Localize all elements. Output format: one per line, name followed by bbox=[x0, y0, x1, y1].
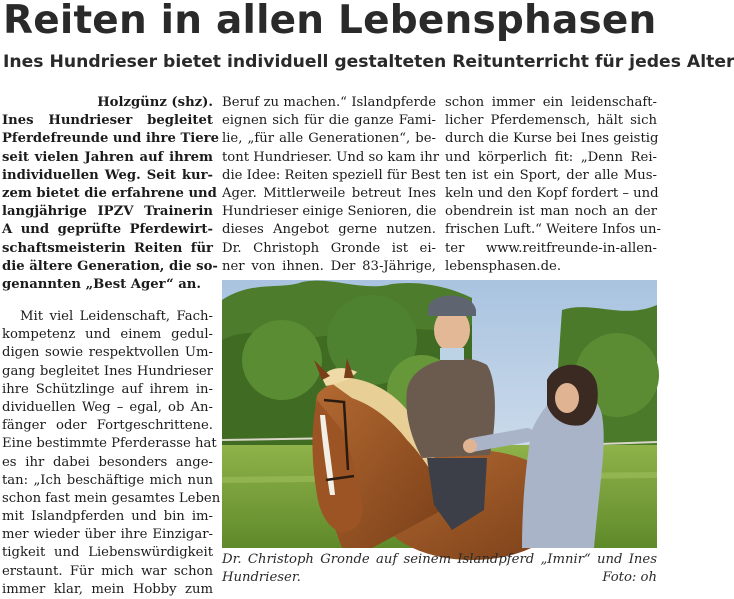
body-line: mit Islandpferden und bin im- bbox=[2, 509, 213, 525]
body-line: Ager. Mittlerweile betreut Ines bbox=[222, 185, 436, 201]
lead-line: die ältere Generation, die so- bbox=[2, 258, 218, 274]
body-line: tont Hundrieser. Und so kam ihr bbox=[222, 149, 439, 165]
photo-caption bbox=[222, 551, 657, 587]
article-photo bbox=[222, 280, 657, 548]
caption-line: Hundrieser. bbox=[222, 570, 301, 585]
body-line: tigkeit und Liebenswürdigkeit bbox=[2, 545, 213, 561]
body-column-2 bbox=[222, 94, 441, 276]
body-line: durch die Kurse bei Ines geistig bbox=[445, 131, 659, 147]
body-line: ner von ihnen. Der 83-Jährige, bbox=[222, 258, 436, 274]
body-line: frischen Luft.“ Weitere Infos un- bbox=[445, 222, 661, 238]
subheadline: Ines Hundrieser bietet individuell gestalteten Reitunterricht für jedes Alter bbox=[3, 52, 734, 72]
lead-line: Pferdefreunde und ihre Tiere bbox=[2, 131, 219, 147]
body-line: kompetenz und einem gedul- bbox=[2, 327, 213, 343]
body-line: fänger oder Fortgeschrittene. bbox=[2, 418, 213, 434]
lead-line: seit vielen Jahren auf ihrem bbox=[2, 149, 213, 165]
lead-line: individuellen Weg. Seit kur- bbox=[2, 167, 213, 183]
body-line: ihre Schützlinge auf ihrem in- bbox=[2, 381, 213, 397]
body-line: erstaunt. Für mich war schon bbox=[2, 563, 213, 579]
body-line: schon fast mein gesamtes Leben bbox=[2, 490, 221, 506]
body-line: licher Pferdemensch, hält sich bbox=[445, 113, 657, 129]
lead-line: genannten „Best Ager“ an. bbox=[2, 276, 201, 292]
body-line: Dr. Christoph Gronde ist ei- bbox=[222, 240, 436, 256]
body-line: schon immer ein leidenschaft- bbox=[445, 95, 657, 110]
body-line: dieses Angebot gerne nutzen. bbox=[222, 222, 436, 238]
body-line: Hundrieser einige Senioren, die bbox=[222, 204, 437, 220]
body-line: keln und den Kopf fordert – und bbox=[445, 185, 659, 201]
body-line: eignen sich für die ganze Fami- bbox=[222, 113, 436, 129]
body-line: immer klar, mein Hobby zum bbox=[2, 581, 213, 597]
photo-riding-lesson bbox=[222, 280, 657, 548]
body-line: lebensphasen.de. bbox=[445, 258, 562, 274]
headline: Reiten in allen Lebensphasen bbox=[3, 0, 657, 43]
lead-line: zem bietet die erfahrene und bbox=[2, 185, 217, 201]
dateline: Holzgünz (shz). bbox=[97, 95, 213, 110]
body-line: Mit viel Leidenschaft, Fach- bbox=[20, 309, 213, 324]
photo-credit: Foto: oh bbox=[602, 570, 657, 585]
body-column-3 bbox=[445, 94, 661, 276]
body-line: dividuellen Weg – egal, ob An- bbox=[2, 399, 213, 415]
body-line: und körperlich fit: „Denn Rei- bbox=[445, 149, 657, 165]
body-line: gang begleitet Ines Hundrieser bbox=[2, 363, 213, 379]
lead-paragraph bbox=[2, 94, 219, 294]
lead-line: schaftsmeisterin Reiten für bbox=[2, 240, 213, 256]
body-line: die Idee: Reiten speziell für Best bbox=[222, 167, 441, 183]
caption-line: Dr. Christoph Gronde auf seinem Islandpferd „Imnir“ und Ines bbox=[222, 552, 657, 567]
lead-line: langjährige IPZV Trainerin bbox=[2, 204, 213, 220]
body-line: Eine bestimmte Pferderasse hat bbox=[2, 436, 217, 452]
body-line: obendrein ist man noch an der bbox=[445, 204, 657, 220]
body-line: digen sowie respektvollen Um- bbox=[2, 345, 213, 361]
lead-line: A und geprüfte Pferdewirt- bbox=[2, 222, 213, 238]
body-line: mer wieder über ihre Einzigar- bbox=[2, 527, 213, 543]
lead-line: Ines Hundrieser begleitet bbox=[2, 113, 213, 129]
body-line: ten ist ein Sport, der alle Mus- bbox=[445, 167, 657, 183]
body-line: lie, „für alle Generationen“, be- bbox=[222, 131, 436, 147]
body-line: ter www.reitfreunde-in-allen- bbox=[445, 240, 657, 256]
body-line: Beruf zu machen.“ Islandpferde bbox=[222, 95, 436, 110]
body-column-1 bbox=[2, 308, 221, 599]
body-line: es ihr dabei besonders ange- bbox=[2, 454, 213, 470]
body-line: tan: „Ich beschäftige mich nun bbox=[2, 472, 213, 488]
